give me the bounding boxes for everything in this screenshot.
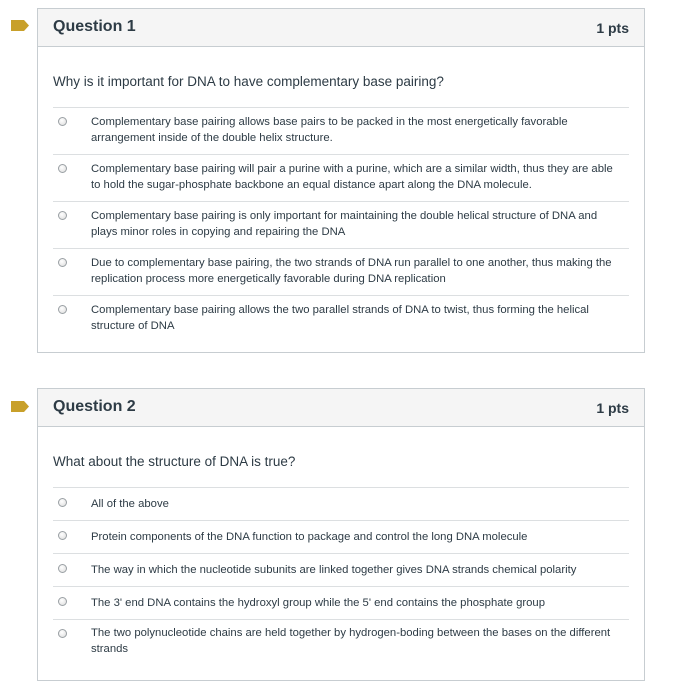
question-points: 1 pts	[596, 20, 629, 36]
answer-label[interactable]: Complementary base pairing allows base pairs to be packed in the most energetically favorable arrangement inside of the double helix structure.	[91, 116, 568, 144]
radio-button[interactable]	[58, 258, 67, 267]
radio-button[interactable]	[58, 305, 67, 314]
question-title: Question 1	[53, 18, 136, 35]
answer-label[interactable]: Complementary base pairing allows the two parallel strands of DNA to twist, thus forming the helical structure of DNA	[91, 304, 589, 332]
answer-list	[53, 487, 629, 663]
answer-option[interactable]	[53, 202, 629, 249]
answer-label[interactable]: Complementary base pairing is only important for maintaining the double helical structure of DNA and plays minor roles in copying and repairing the DNA	[91, 210, 598, 238]
radio-button[interactable]	[58, 597, 67, 606]
radio-button[interactable]	[58, 629, 67, 638]
answer-label[interactable]: All of the above	[91, 498, 169, 510]
radio-button[interactable]	[58, 164, 67, 173]
answer-list	[53, 107, 629, 342]
answer-option[interactable]	[53, 155, 629, 202]
answer-label[interactable]: The two polynucleotide chains are held together by hydrogen-boding between the bases on the different strands	[91, 627, 611, 655]
flag-icon[interactable]	[11, 20, 29, 31]
question-title: Question 2	[53, 398, 136, 415]
radio-button[interactable]	[58, 498, 67, 507]
question-text: Why is it important for DNA to have complementary base pairing?	[53, 74, 444, 89]
question-card	[37, 388, 645, 681]
answer-option[interactable]	[53, 554, 629, 587]
answer-label[interactable]: The way in which the nucleotide subunits are linked together gives DNA strands chemical polarity	[91, 564, 577, 576]
question-header	[38, 389, 644, 427]
question-card	[37, 8, 645, 353]
question-text: What about the structure of DNA is true?	[53, 454, 296, 469]
question-points: 1 pts	[596, 400, 629, 416]
answer-label[interactable]: Complementary base pairing will pair a purine with a purine, which are a similar width, thus they are able to hold the sugar-phosphate backbone an equal distance apart along the DNA molecule.	[91, 163, 613, 191]
radio-button[interactable]	[58, 564, 67, 573]
answer-option[interactable]	[53, 587, 629, 620]
answer-option[interactable]	[53, 296, 629, 342]
answer-label[interactable]: Protein components of the DNA function to package and control the long DNA molecule	[91, 531, 528, 543]
radio-button[interactable]	[58, 117, 67, 126]
answer-option[interactable]	[53, 249, 629, 296]
question-header	[38, 9, 644, 47]
radio-button[interactable]	[58, 211, 67, 220]
flag-icon[interactable]	[11, 401, 29, 412]
answer-option[interactable]	[53, 488, 629, 521]
answer-option[interactable]	[53, 108, 629, 155]
answer-label[interactable]: The 3' end DNA contains the hydroxyl group while the 5' end contains the phosphate group	[91, 597, 545, 609]
answer-label[interactable]: Due to complementary base pairing, the two strands of DNA run parallel to one another, thus making the replication process more energetically favorable during DNA replication	[91, 257, 612, 285]
answer-option[interactable]	[53, 521, 629, 554]
radio-button[interactable]	[58, 531, 67, 540]
answer-option[interactable]	[53, 620, 629, 663]
